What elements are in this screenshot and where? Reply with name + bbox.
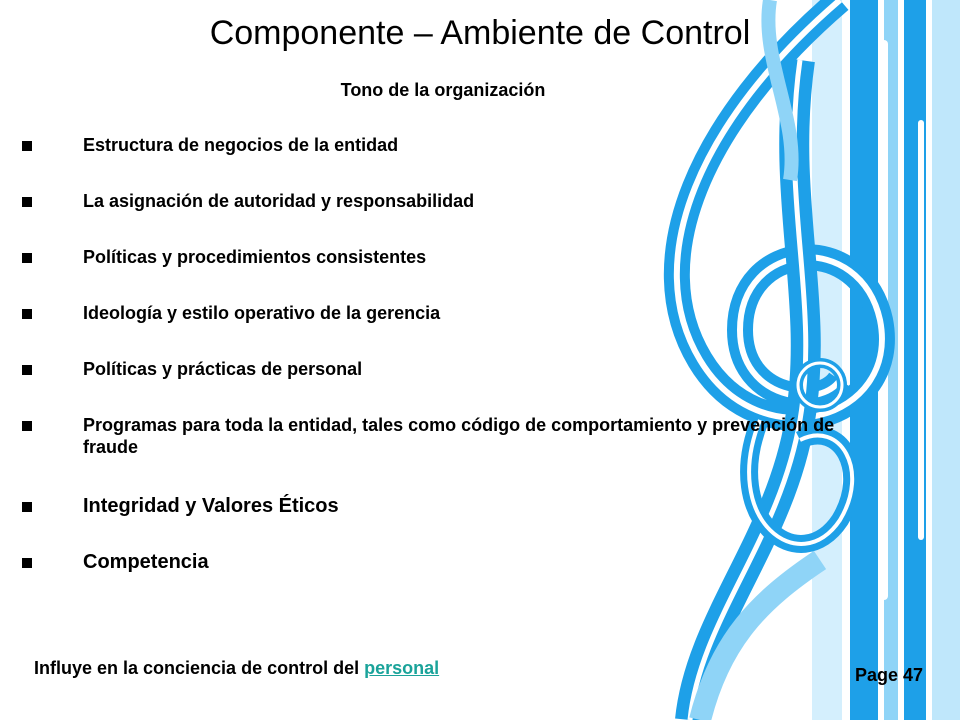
list-item bbox=[22, 302, 882, 324]
square-bullet-icon bbox=[22, 141, 32, 151]
list-item-text: Ideología y estilo operativo de la gerencia bbox=[83, 303, 441, 323]
list-item bbox=[22, 134, 882, 156]
square-bullet-icon bbox=[22, 309, 32, 319]
page-number: Page 47 bbox=[855, 665, 924, 685]
square-bullet-icon bbox=[22, 502, 32, 512]
list-item-text: Programas para toda la entidad, tales como código de comportamiento y prevención de fraude bbox=[83, 415, 835, 457]
footer-note bbox=[34, 658, 439, 679]
slide-title: Componente – Ambiente de Control bbox=[209, 14, 751, 52]
square-bullet-icon bbox=[22, 197, 32, 207]
bullet-list bbox=[22, 134, 882, 574]
list-item-text: Políticas y procedimientos consistentes bbox=[83, 247, 427, 267]
list-item bbox=[22, 190, 882, 212]
list-item bbox=[22, 246, 882, 268]
list-item bbox=[22, 550, 882, 574]
square-bullet-icon bbox=[22, 421, 32, 431]
list-item bbox=[22, 414, 873, 458]
square-bullet-icon bbox=[22, 253, 32, 263]
footer-text: Influye en la conciencia de control del bbox=[34, 658, 365, 678]
list-item-text: Estructura de negocios de la entidad bbox=[83, 135, 399, 155]
list-item-text: Competencia bbox=[83, 551, 209, 573]
square-bullet-icon bbox=[22, 365, 32, 375]
slide-subtitle: Tono de la organización bbox=[340, 80, 546, 100]
square-bullet-icon bbox=[22, 558, 32, 568]
list-item bbox=[22, 494, 882, 518]
list-item-text: Integridad y Valores Éticos bbox=[83, 495, 339, 517]
list-item-text: La asignación de autoridad y responsabilidad bbox=[83, 191, 475, 211]
list-item-text: Políticas y prácticas de personal bbox=[83, 359, 363, 379]
personal-link[interactable]: personal bbox=[364, 658, 440, 678]
list-item bbox=[22, 358, 882, 380]
